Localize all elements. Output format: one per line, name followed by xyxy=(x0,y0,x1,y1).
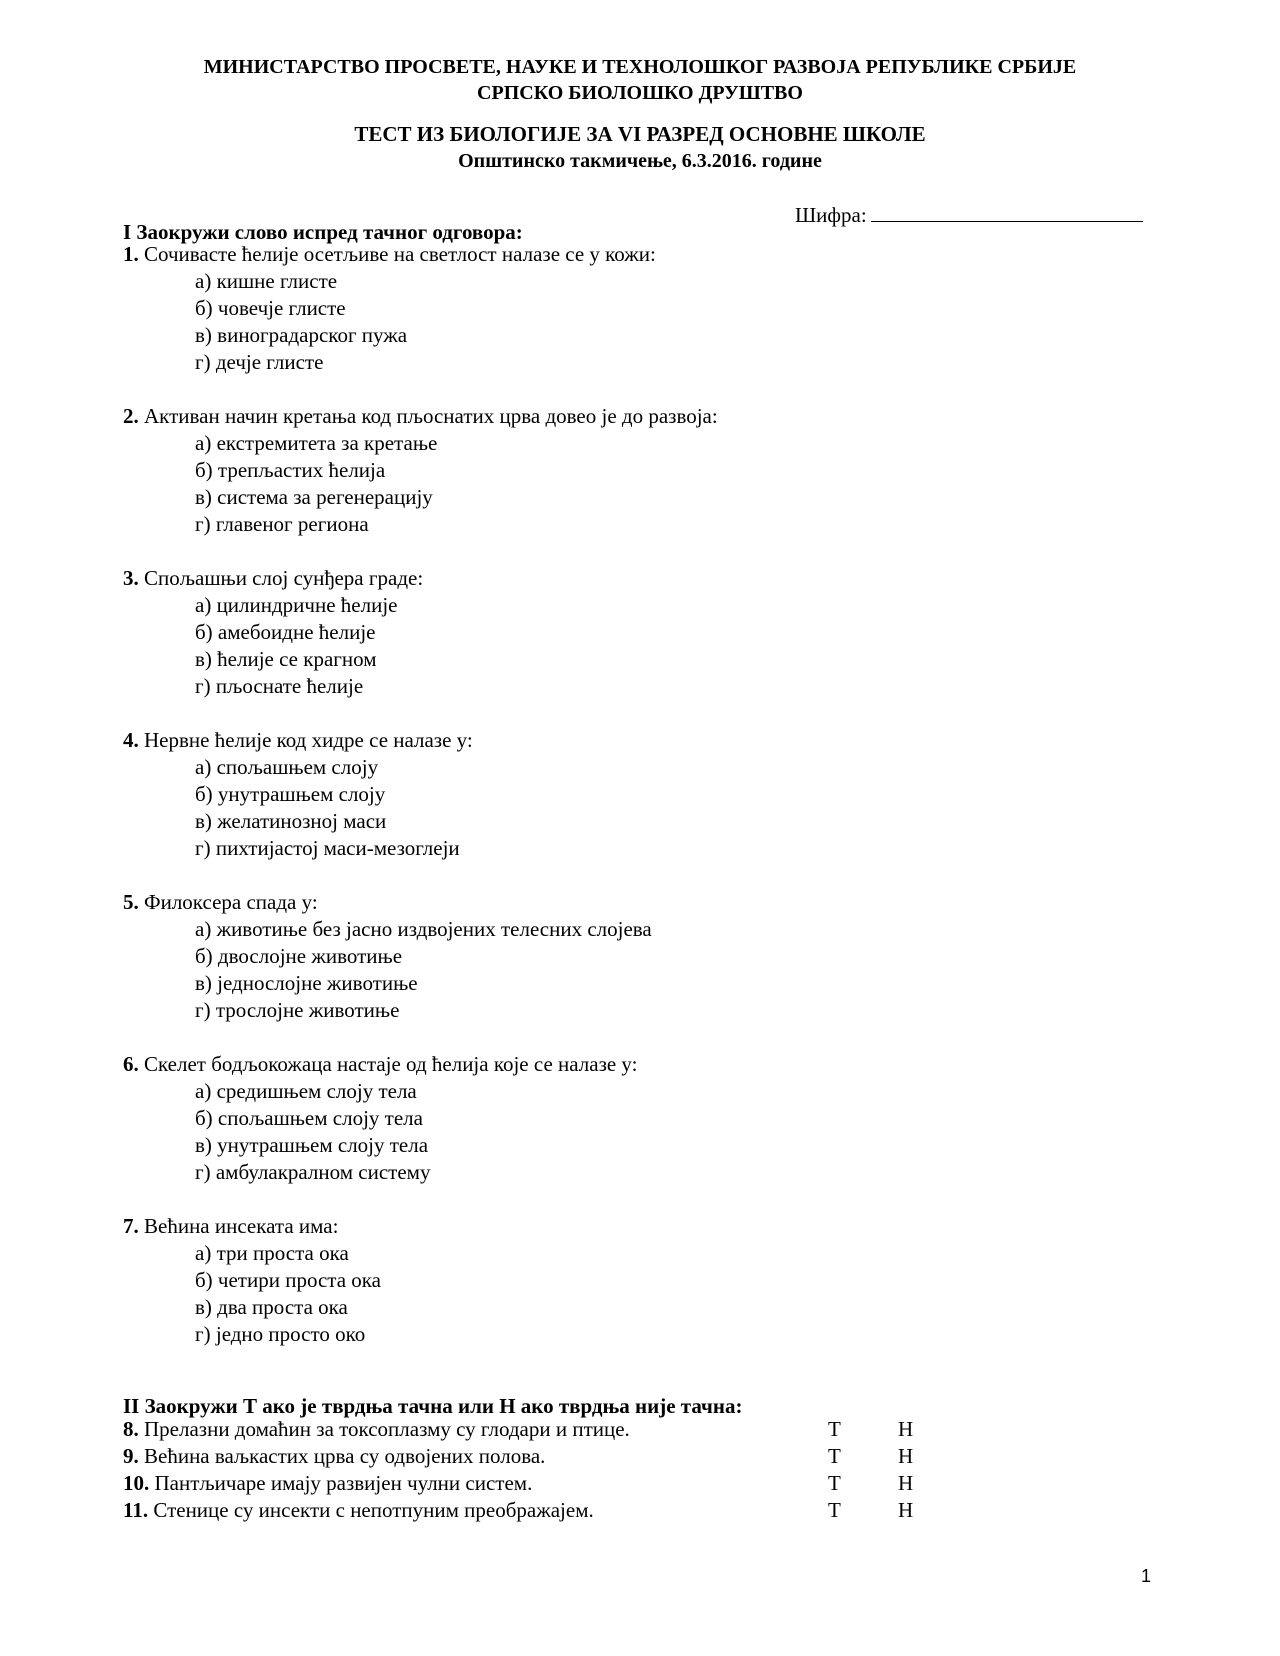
true-option[interactable]: Т xyxy=(828,1417,841,1441)
question-number: 1. xyxy=(123,242,139,266)
answer-option-g[interactable]: г) пихтијастој маси-мезоглеји xyxy=(195,836,460,860)
false-option[interactable]: Н xyxy=(898,1417,914,1441)
question-stem xyxy=(123,727,1163,754)
false-option[interactable]: Н xyxy=(898,1444,914,1468)
statement-number: 8. xyxy=(123,1417,139,1441)
answer-option-a[interactable]: а) три проста ока xyxy=(195,1241,349,1265)
ministry-heading: МИНИСТАРСТВО ПРОСВЕТЕ, НАУКЕ И ТЕХНОЛОШКОГ РАЗВОЈА РЕПУБЛИКЕ СРБИЈЕ xyxy=(203,56,1077,78)
answer-option-v[interactable]: в) виноградарског пужа xyxy=(195,323,408,347)
question-number: 7. xyxy=(123,1214,139,1238)
question-1 xyxy=(123,241,1163,376)
statement-number: 11. xyxy=(123,1498,149,1522)
statement-9 xyxy=(123,1443,545,1470)
statement-text: Већина ваљкастих црва су одвојених полова. xyxy=(144,1444,546,1468)
question-text: Нервне ћелије код хидре се налазе у: xyxy=(144,728,473,752)
answer-option-a[interactable]: а) животиње без јасно издвојених телесних слојева xyxy=(195,917,652,941)
statement-number: 9. xyxy=(123,1444,139,1468)
question-number: 3. xyxy=(123,566,139,590)
question-stem xyxy=(123,241,1163,268)
true-option[interactable]: Т xyxy=(828,1444,841,1468)
question-text: Филоксера спада у: xyxy=(144,890,318,914)
answer-option-a[interactable]: а) спољашњем слоју xyxy=(195,755,379,779)
question-stem xyxy=(123,403,1163,430)
answer-option-a[interactable]: а) кишне глисте xyxy=(195,269,338,293)
statement-11 xyxy=(123,1497,594,1524)
answer-option-v[interactable]: в) два проста ока xyxy=(195,1295,348,1319)
answer-option-v[interactable]: в) ћелије се крагном xyxy=(195,647,377,671)
question-5 xyxy=(123,889,1163,1024)
answer-option-g[interactable]: г) дечје глисте xyxy=(195,350,324,374)
question-stem xyxy=(123,1213,1163,1240)
answer-option-g[interactable]: г) једно просто око xyxy=(195,1322,366,1346)
answer-option-g[interactable]: г) главеног региона xyxy=(195,512,369,536)
section-2-title: II Заокружи Т ако је тврдња тачна или Н ако тврдња није тачна: xyxy=(123,1394,743,1418)
answer-option-b[interactable]: б) унутрашњем слоју xyxy=(195,782,386,806)
question-2 xyxy=(123,403,1163,538)
answer-option-g[interactable]: г) трослојне животиње xyxy=(195,998,400,1022)
answer-option-a[interactable]: а) цилиндричне ћелије xyxy=(195,593,398,617)
code-blank-line[interactable] xyxy=(871,203,1143,222)
answer-option-b[interactable]: б) четири проста ока xyxy=(195,1268,382,1292)
answer-option-b[interactable]: б) амебоидне ћелије xyxy=(195,620,376,644)
question-text: Већина инсеката има: xyxy=(144,1214,339,1238)
code-field xyxy=(795,203,1143,227)
question-text: Сочивасте ћелије осетљиве на светлост налазе се у кожи: xyxy=(144,242,656,266)
statement-10 xyxy=(123,1470,532,1497)
question-number: 6. xyxy=(123,1052,139,1076)
answer-option-a[interactable]: а) екстремитета за кретање xyxy=(195,431,438,455)
statement-text: Прелазни домаћин за токсоплазму су глодари и птице. xyxy=(144,1417,630,1441)
page-number: 1 xyxy=(1141,1566,1152,1586)
answer-option-b[interactable]: б) трепљастих ћелија xyxy=(195,458,386,482)
answer-option-v[interactable]: в) желатинозној маси xyxy=(195,809,387,833)
answer-option-b[interactable]: б) спољашњем слоју тела xyxy=(195,1106,423,1130)
answer-option-b[interactable]: б) двослојне животиње xyxy=(195,944,403,968)
false-option[interactable]: Н xyxy=(898,1498,914,1522)
question-number: 2. xyxy=(123,404,139,428)
competition-subtitle: Општинско такмичење, 6.3.2016. године xyxy=(458,150,822,172)
question-3 xyxy=(123,565,1163,700)
answer-option-v[interactable]: в) унутрашњем слоју тела xyxy=(195,1133,429,1157)
question-stem xyxy=(123,565,1163,592)
true-option[interactable]: Т xyxy=(828,1498,841,1522)
answer-option-a[interactable]: а) средишњем слоју тела xyxy=(195,1079,417,1103)
statement-8 xyxy=(123,1416,630,1443)
question-number: 5. xyxy=(123,890,139,914)
question-stem xyxy=(123,889,1163,916)
society-heading: СРПСКО БИОЛОШКО ДРУШТВО xyxy=(477,82,803,104)
question-number: 4. xyxy=(123,728,139,752)
question-stem xyxy=(123,1051,1163,1078)
statement-text: Стенице су инсекти с непотпуним преображајем. xyxy=(153,1498,594,1522)
test-title: ТЕСТ ИЗ БИОЛОГИЈЕ ЗА VI РАЗРЕД ОСНОВНЕ ШКОЛЕ xyxy=(354,122,926,146)
true-option[interactable]: Т xyxy=(828,1471,841,1495)
statement-number: 10. xyxy=(123,1471,150,1495)
code-label: Шифра: xyxy=(795,203,867,227)
question-text: Скелет бодљокожаца настаје од ћелија које се налазе у: xyxy=(144,1052,638,1076)
question-4 xyxy=(123,727,1163,862)
answer-option-b[interactable]: б) човечје глисте xyxy=(195,296,346,320)
statement-text: Пантљичаре имају развијен чулни систем. xyxy=(154,1471,533,1495)
question-text: Спољашњи слој сунђера граде: xyxy=(144,566,424,590)
answer-option-v[interactable]: в) система за регенерацију xyxy=(195,485,433,509)
question-6 xyxy=(123,1051,1163,1186)
answer-option-g[interactable]: г) амбулакралном систему xyxy=(195,1160,431,1184)
answer-option-v[interactable]: в) једнослојне животиње xyxy=(195,971,418,995)
section-1-title: I Заокружи слово испред тачног одговора: xyxy=(123,220,523,244)
answer-option-g[interactable]: г) пљоснате ћелије xyxy=(195,674,364,698)
question-7 xyxy=(123,1213,1163,1348)
question-text: Активан начин кретања код пљоснатих црва довео је до развоја: xyxy=(144,404,718,428)
false-option[interactable]: Н xyxy=(898,1471,914,1495)
